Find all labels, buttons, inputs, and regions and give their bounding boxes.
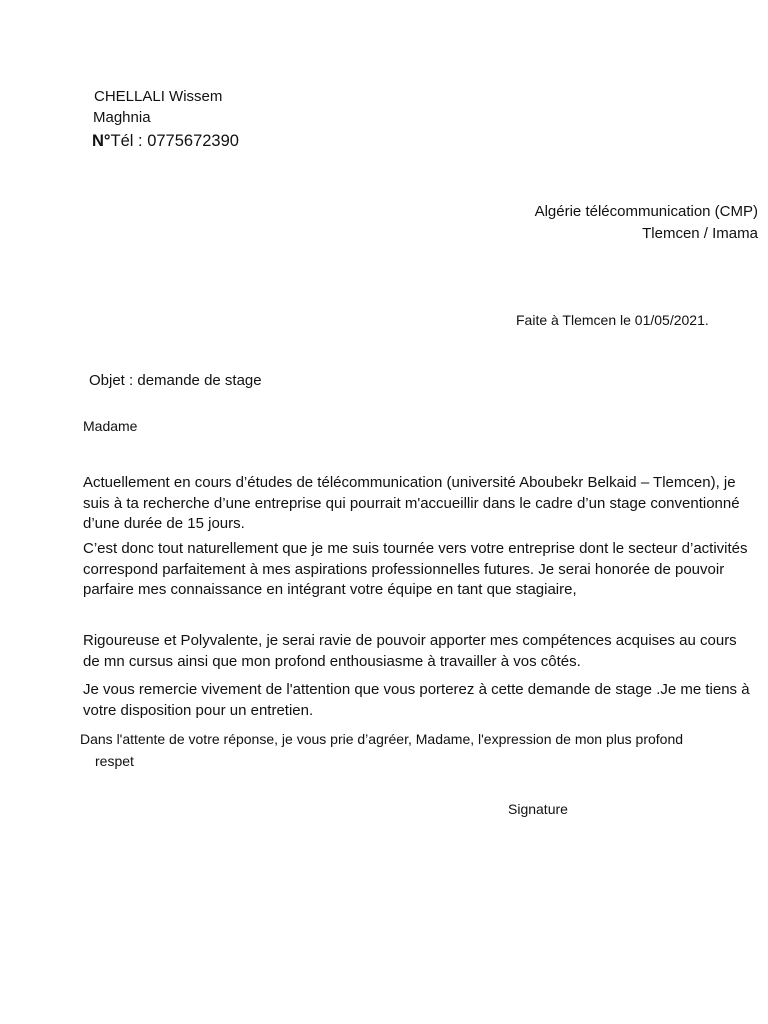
date-line: Faite à Tlemcen le 01/05/2021.: [516, 312, 709, 328]
body-paragraph-4: Je vous remercie vivement de l'attention que vous porterez à cette demande de stage .Je me tiens à votre disposition pour un entretien.: [83, 681, 750, 719]
body-paragraph-1: Actuellement en cours d’études de télécommunication (université Aboubekr Belkaid – Tlemcen), je suis à ta recherche d’une entreprise qui pourrait m'accueillir dans le cadre d’un stage conventionné d’une durée de 15 jours.: [83, 474, 740, 532]
body-paragraph-3: Rigoureuse et Polyvalente, je serai ravie de pouvoir apporter mes compétences acquises au cours de mn cursus ainsi que mon profond enthousiasme à travailler à vos côtés.: [83, 632, 737, 670]
phone-number-prefix: N°: [92, 132, 111, 150]
closing-paragraph-line-1: Dans l'attente de votre réponse, je vous prie d’agréer, Madame, l'expression de mon plus profond: [80, 731, 684, 747]
sender-city: Maghnia: [93, 109, 151, 126]
salutation: Madame: [83, 418, 138, 434]
sender-phone: [92, 132, 239, 151]
signature-label: Signature: [508, 801, 568, 817]
closing-paragraph-line-2: respet: [95, 753, 134, 769]
letter-subject: Objet : demande de stage: [89, 372, 262, 389]
recipient-company: Algérie télécommunication (CMP): [534, 203, 758, 220]
phone-value: : 0775672390: [133, 132, 239, 150]
phone-label: Tél: [110, 132, 134, 150]
sender-name: CHELLALI Wissem: [94, 88, 223, 105]
recipient-location: Tlemcen / Imama: [642, 225, 758, 242]
body-paragraph-2: C’est donc tout naturellement que je me suis tournée vers votre entreprise dont le secteur d’activités correspond parfaitement à mes aspirations professionnelles futures. Je serai honorée de pouvoir parfaire mes connaissance en intégrant votre équipe en tant que stagiaire,: [83, 540, 748, 598]
